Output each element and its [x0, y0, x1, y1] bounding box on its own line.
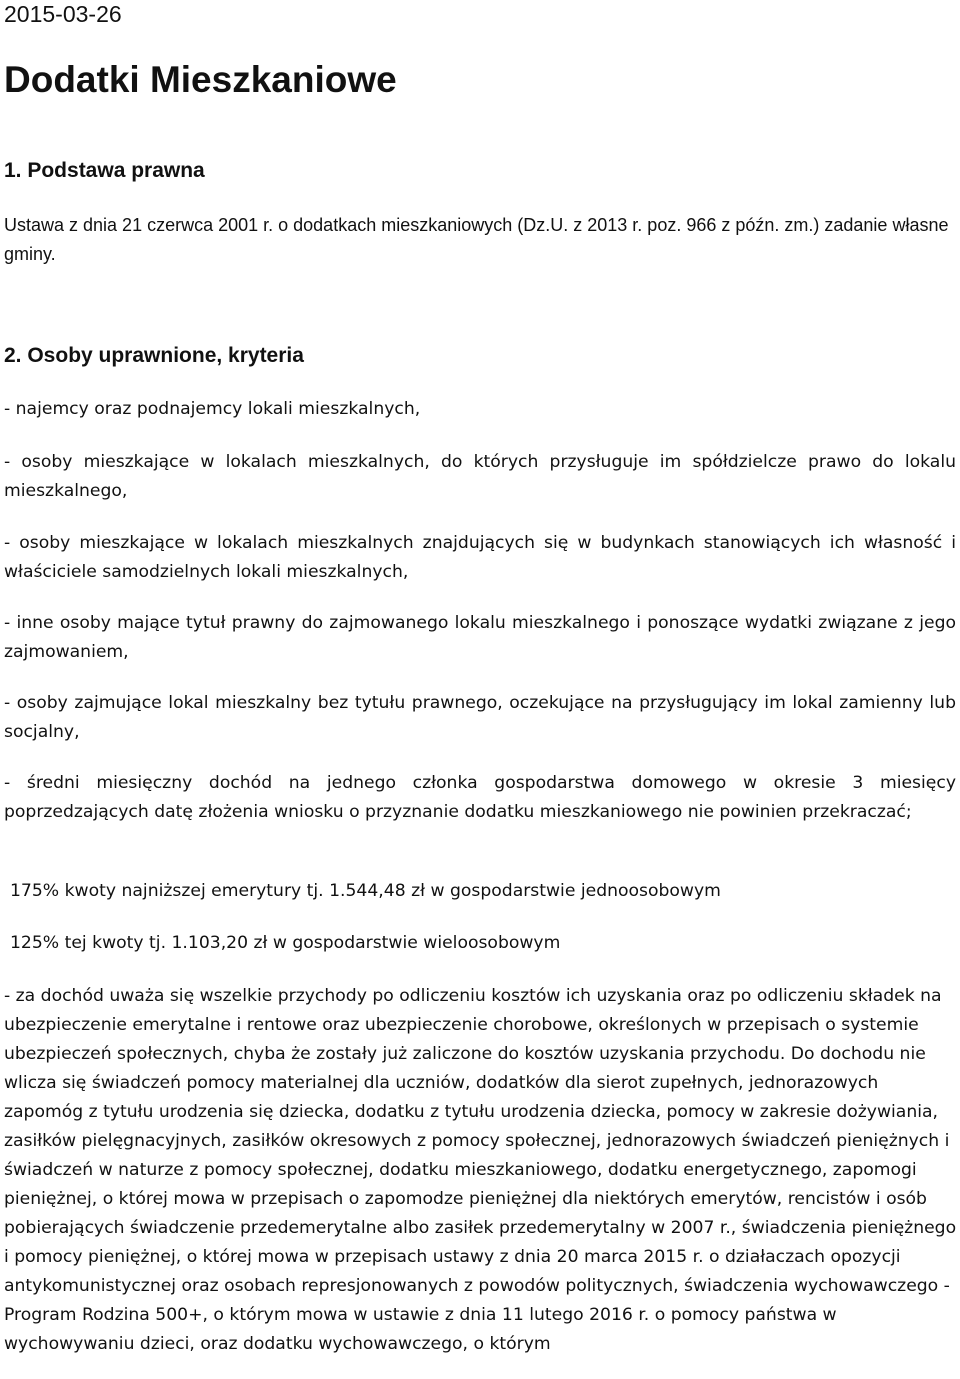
- eligibility-item-no-title: - osoby zajmujące lokal mieszkalny bez tytułu prawnego, oczekujące na przysługujący im lokal zamienny lub socjalny,: [4, 693, 956, 742]
- income-threshold-multi: 125% tej kwoty tj. 1.103,20 zł w gospodarstwie wieloosobowym: [10, 933, 561, 953]
- eligibility-item-legal-title: - inne osoby mające tytuł prawny do zajmowanego lokalu mieszkalnego i ponoszące wydatki związane z jego zajmowaniem,: [4, 613, 956, 662]
- income-threshold-single: 175% kwoty najniższej emerytury tj. 1.544,48 zł w gospodarstwie jednoosobowym: [10, 881, 721, 901]
- income-criterion: - średni miesięczny dochód na jednego członka gospodarstwa domowego w okresie 3 miesięcy poprzedzających datę złożenia wniosku o przyznanie dodatku mieszkaniowego nie powinien przekraczać;: [4, 773, 956, 822]
- section-heading-eligibility: 2. Osoby uprawnione, kryteria: [4, 344, 304, 367]
- document-date: 2015-03-26: [4, 1, 122, 27]
- eligibility-item-cooperative: - osoby mieszkające w lokalach mieszkalnych, do których przysługuje im spółdzielcze prawo do lokalu mieszkalnego,: [4, 452, 956, 501]
- section-heading-legal-basis: 1. Podstawa prawna: [4, 159, 205, 182]
- page-title: Dodatki Mieszkaniowe: [4, 59, 397, 100]
- eligibility-item-owners: - osoby mieszkające w lokalach mieszkalnych znajdujących się w budynkach stanowiących ich własność i właściciele samodzielnych lokali mieszkalnych,: [4, 533, 956, 582]
- income-definition: - za dochód uważa się wszelkie przychody po odliczeniu kosztów ich uzyskania oraz po odliczeniu składek na ubezpieczenie emerytalne i rentowe oraz ubezpieczenie chorobowe, określonych w przepisach o systemie ubezpieczeń społecznych, chyba że zostały już zaliczone do kosztów uzyskania przychodu. Do dochodu nie wlicza się świadczeń pomocy materialnej dla uczniów, dodatków dla sierot zupełnych, jednorazowych zapomóg z tytułu urodzenia się dziecka, dodatku z tytułu urodzenia dziecka, pomocy w zakresie dożywiania, zasiłków pielęgnacyjnych, zasiłków okresowych z pomocy społecznej, jednorazowych świadczeń pieniężnych i świadczeń w naturze z pomocy społecznej, dodatku mieszkaniowego, dodatku energetycznego, zapomogi pieniężnej, o której mowa w przepisach o zapomodze pieniężnej dla niektórych emerytów, rencistów i osób pobierających świadczenie przedemerytalne albo zasiłek przedemerytalny w 2007 r., świadczenia pieniężnego i pomocy pieniężnej, o której mowa w przepisach ustawy z dnia 20 marca 2015 r. o działaczach opozycji antykomunistycznej oraz osobach represjonowanych z powodów politycznych, świadczenia wychowawczego - Program Rodzina 500+, o którym mowa w ustawie z dnia 11 lutego 2016 r. o pomocy państwa w wychowywaniu dzieci, oraz dodatku wychowawczego, o którym: [4, 986, 957, 1354]
- eligibility-item-tenants: - najemcy oraz podnajemcy lokali mieszkalnych,: [4, 399, 421, 419]
- legal-basis-text: Ustawa z dnia 21 czerwca 2001 r. o dodatkach mieszkaniowych (Dz.U. z 2013 r. poz. 966 z późn. zm.) zadanie własne gminy.: [4, 215, 949, 264]
